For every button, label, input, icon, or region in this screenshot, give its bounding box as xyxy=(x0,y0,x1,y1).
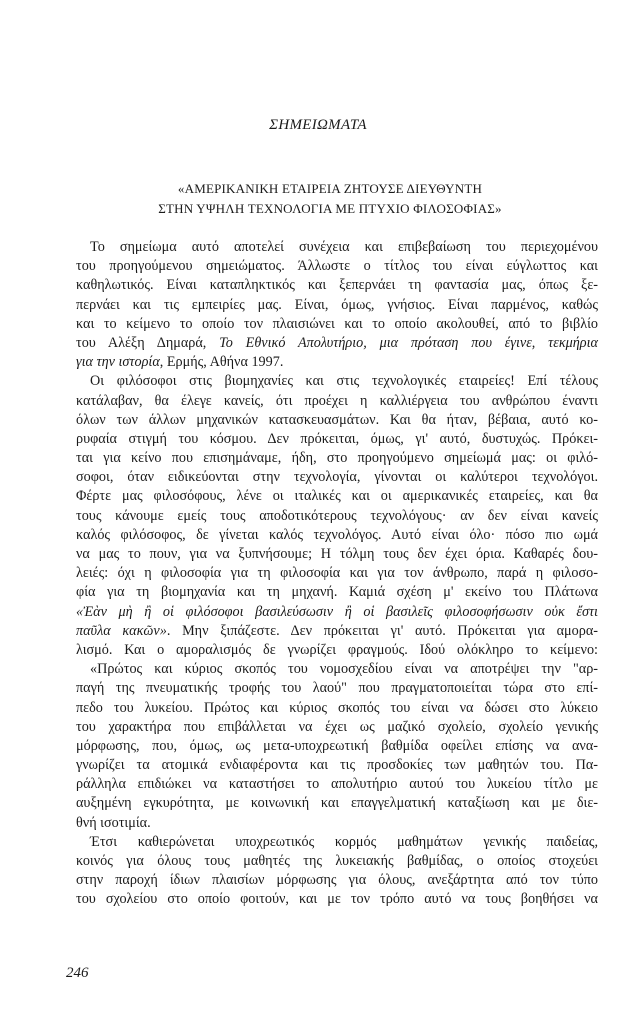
text-line: παγή της πνευματικής τροφής του λαού" που πραγματοποιείται τώρα στο επί- xyxy=(76,680,598,697)
text-line: μόρφωσης, που, όμως, ως μετα-υποχρεωτική βαθμίδα οφείλει επίσης να ανα- xyxy=(76,737,598,754)
text-line: καθηλωτικός. Είναι καταπληκτικός και ξεπερνάει τη φαντασία μας, όπως ξε- xyxy=(76,277,598,294)
plato-quote-end: παῦλα κακῶν» xyxy=(76,622,167,639)
text-line: κοινός για όλους τους μαθητές της λυκειακής βαθμίδας, ο οποίος στοχεύει xyxy=(76,853,598,869)
text-run: . Μην ξιπάζεστε. Δεν πρόκειται γι' αυτό. Πρόκειται για αμορα- xyxy=(166,622,598,639)
section-title xyxy=(60,179,600,219)
text-line: να μας το πουν, για να ξυπνήσουμε; Η τόλμη τους δεν έχει όρια. Καθαρές δου- xyxy=(76,546,598,562)
text-line: αυξημένη εγκυρότητα, με κοινωνική και επαγγελματική καταξίωση και με διε- xyxy=(76,795,598,812)
running-header: ΣΗΜΕΙΩΜΑΤΑ xyxy=(269,117,367,133)
text-line xyxy=(76,353,598,372)
section-title-line-1: «ΑΜΕΡΙΚΑΝΙΚΗ ΕΤΑΙΡΕΙΑ ΖΗΤΟΥΣΕ ΔΙΕΥΘΥΝΤΗ xyxy=(177,181,483,196)
text-line: στην παροχή ίδιων πλαισίων μόρφωσης για όλους, ανεξάρτητα από τον τύπο xyxy=(76,872,598,889)
text-run: , Ερμής, Αθήνα 1997. xyxy=(159,354,284,371)
text-line: γνωρίζει τα ατομικά ενδιαφέροντα και τις προσδοκίες των μαθητών του. Πα- xyxy=(76,757,598,774)
text-line: πεδο του λυκείου. Πρώτος και κύριος σκοπός του είναι να δώσει στο λύκειο xyxy=(76,699,598,716)
text-line: όλων των άλλων μηχανικών κατασκευασμάτων. Και θα ήταν, βέβαια, αυτό κο- xyxy=(76,411,598,428)
text-line: καλός φιλόσοφος, δε γίνεται καλός τεχνολόγος. Αυτό είναι όλο· πόσο πιο ωμά xyxy=(76,526,598,543)
text-line: κατάλαβαν, θα έλεγε κανείς, ότι προέχει η καλλιέργεια του ανθρώπου έναντι xyxy=(76,392,598,409)
text-line xyxy=(76,622,598,641)
text-line: Οι φιλόσοφοι στις βιομηχανίες και στις τεχνολογικές εταιρείες! Επί τέλους xyxy=(90,373,598,390)
section-title-line-2: ΣΤΗΝ ΥΨΗΛΗ ΤΕΧΝΟΛΟΓΙΑ ΜΕ ΠΤΥΧΙΟ ΦΙΛΟΣΟΦΙΑΣ» xyxy=(158,201,502,216)
text-line: και το κείμενο το οποίο τον πλαισιώνει και το οποίο ακολουθεί, από το βιβλίο xyxy=(76,315,598,332)
text-line: του χαρακτήρα που επιβάλλεται να έχει ως μαζικό σχολείο, σχολείο γενικής xyxy=(76,718,598,735)
text-line: Το σημείωμα αυτό αποτελεί συνέχεια και επιβεβαίωση του περιεχομένου xyxy=(90,239,598,255)
plato-quote: «Ἐὰν μὴ ἢ οἱ φιλόσοφοι βασιλεύσωσιν ἢ οἱ βασιλεῖς φιλοσοφήσωσιν οὐκ ἔστι xyxy=(76,603,598,620)
text-line: θνή ισοτιμία. xyxy=(76,814,151,831)
text-line: Φέρτε μας φιλοσόφους, λένε οι ιταλικές και οι αμερικανικές εταιρείες, και θα xyxy=(76,488,598,505)
book-title-end: για την ιστορία xyxy=(76,354,160,371)
text-line: ράλληλα επιδιώκει να καταστήσει το απολυτήριο αυτού του λυκείου τίτλο με xyxy=(76,776,598,793)
text-line: ται για κείνο που επισημάναμε, ήδη, στο προηγούμενο σημείωμά μας: οι φιλό- xyxy=(76,450,598,467)
text-line xyxy=(76,334,598,353)
page-number: 246 xyxy=(66,965,89,981)
text-line: λισμό. Και ο αμοραλισμός δε γνωρίζει φραγμούς. Ιδού ολόκληρο το κείμενο: xyxy=(76,641,598,658)
book-title: Το Εθνικό Απολυτήριο, μια πρόταση που έγινε, τεκμήρια xyxy=(219,334,598,351)
text-line: τους κάνουμε εμείς τους αποδοτικότερους τεχνολόγους· αν δεν είναι κανείς xyxy=(76,507,598,524)
text-line: φία για τη βιομηχανία και τη μηχανή. Καμιά σχέση μ' εκείνο του Πλάτωνα xyxy=(76,584,598,601)
text-line: ρυφαία στιγμή του κόσμου. Δεν πρόκειται, όμως, γι' αυτό, δυστυχώς. Πρόκει- xyxy=(76,430,598,447)
text-line: Έτσι καθιερώνεται υποχρεωτικός κορμός μαθημάτων γενικής παιδείας, xyxy=(90,833,598,850)
text-line: «Πρώτος και κύριος σκοπός του νομοσχεδίου είναι να αποτρέψει την "αρ- xyxy=(90,661,598,678)
text-run: του Αλέξη Δημαρά, xyxy=(76,334,207,351)
text-line: του προηγούμενου σημειώματος. Άλλωστε ο τίτλος του είναι εύγλωττος και xyxy=(76,258,598,275)
text-line: περνάει και τις εμπειρίες μας. Είναι, όμως, γνήσιος. Είναι παρμένος, καθώς xyxy=(76,296,598,313)
body-text xyxy=(76,238,598,910)
text-line: λειές: όχι η φιλοσοφία για τη φιλοσοφία και για τον άνθρωπο, παρά η φιλοσο- xyxy=(76,565,598,582)
text-line: του σχολείου στο οποίο φοιτούν, και με τον τρόπο αυτό να τους βοηθήσει να xyxy=(76,891,598,908)
text-line: σοφοι, όταν ειδικεύονται στην τεχνολογία, γίνονται οι καλύτεροι τεχνολόγοι. xyxy=(76,469,598,486)
